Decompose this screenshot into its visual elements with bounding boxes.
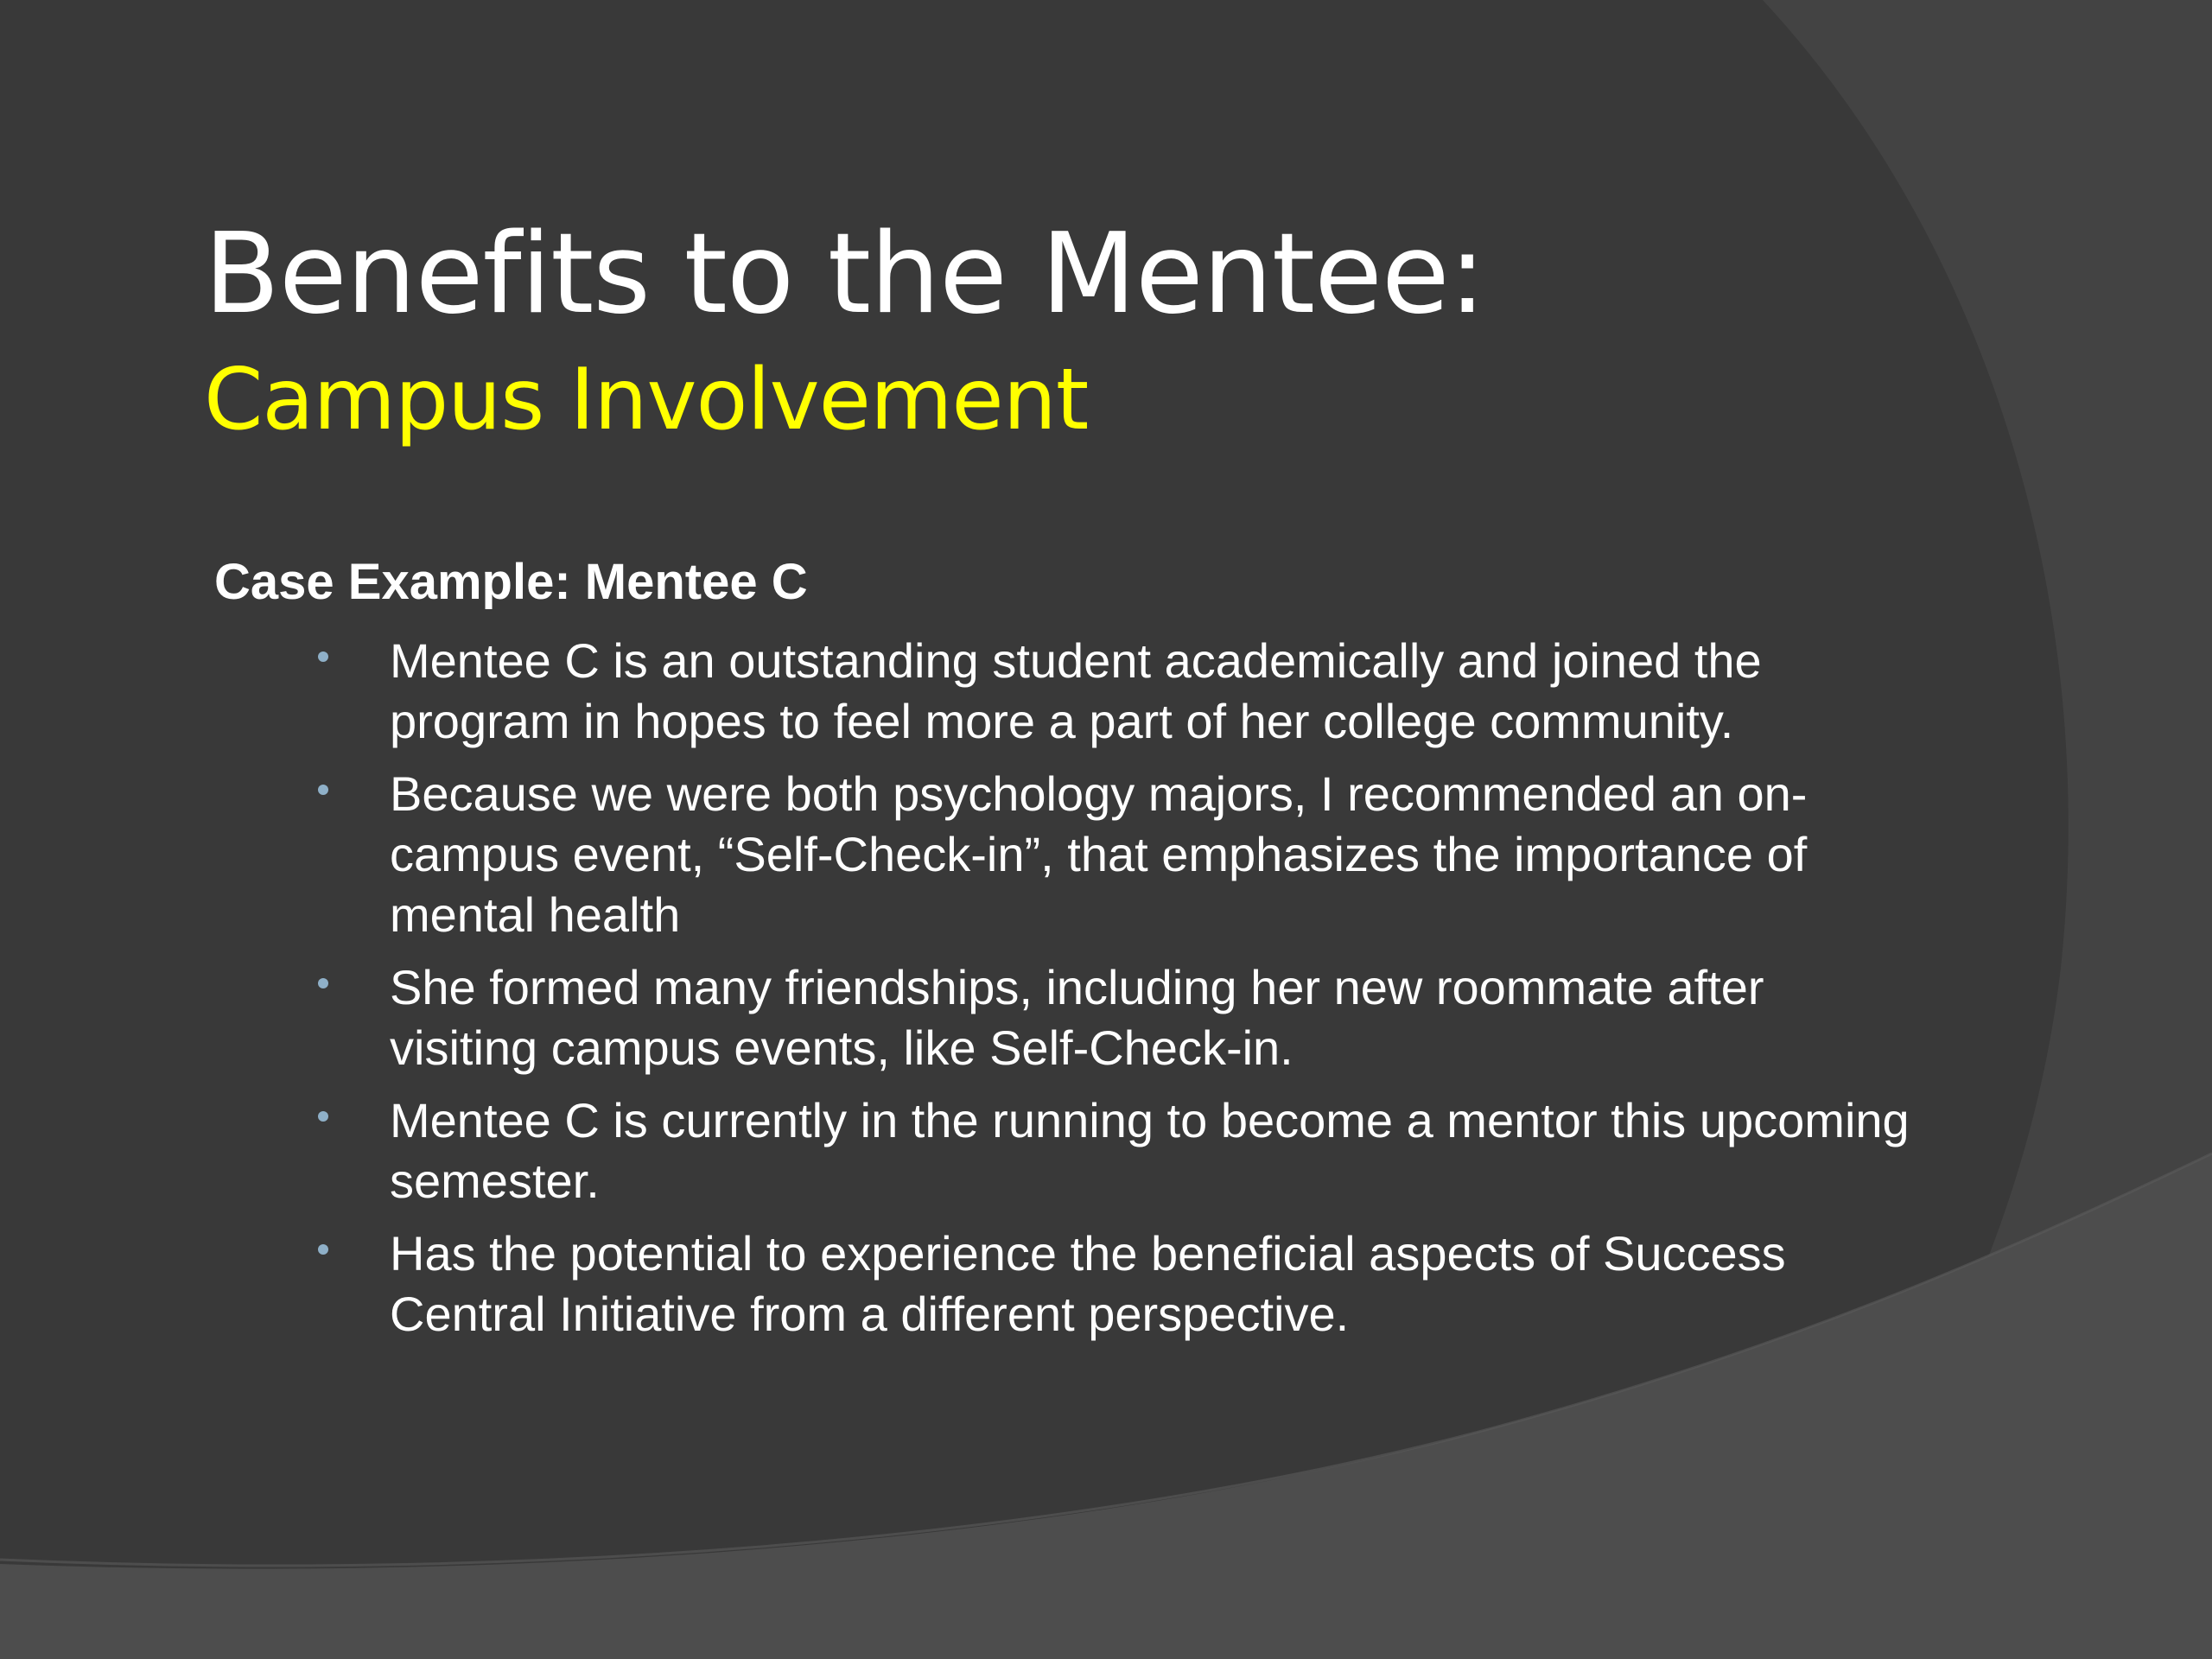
bullet-item — [214, 1090, 1925, 1211]
bullet-item — [214, 764, 1925, 945]
slide-title: Benefits to the Mentee: — [204, 210, 1485, 339]
bullet-item — [214, 1224, 1925, 1344]
bullet-dot-icon — [318, 652, 328, 662]
bullet-list — [214, 631, 1942, 1344]
bullet-item — [214, 631, 1925, 752]
slide-content — [214, 546, 1942, 1357]
bullet-dot-icon — [318, 978, 328, 988]
bullet-text: She formed many friendships, including her new roommate after visiting campus events, like Self-Check-in. — [390, 960, 1764, 1075]
case-example-heading: Case Example: Mentee C — [214, 554, 808, 610]
bullet-item — [214, 957, 1925, 1078]
bullet-text: Mentee C is an outstanding student academically and joined the program in hopes to feel more a part of her college community. — [390, 633, 1762, 748]
bullet-dot-icon — [318, 785, 328, 795]
title-block — [204, 206, 1932, 456]
bullet-text: Because we were both psychology majors, I recommended an on-campus event, “Self-Check-in”, that emphasizes the importance of mental health — [390, 766, 1808, 942]
bullet-text: Mentee C is currently in the running to become a mentor this upcoming semester. — [390, 1093, 1910, 1208]
bullet-dot-icon — [318, 1111, 328, 1122]
bullet-text: Has the potential to experience the beneficial aspects of Success Central Initiative from a different perspective. — [390, 1226, 1786, 1341]
bullet-dot-icon — [318, 1244, 328, 1255]
slide-subtitle: Campus Involvement — [204, 351, 1089, 449]
